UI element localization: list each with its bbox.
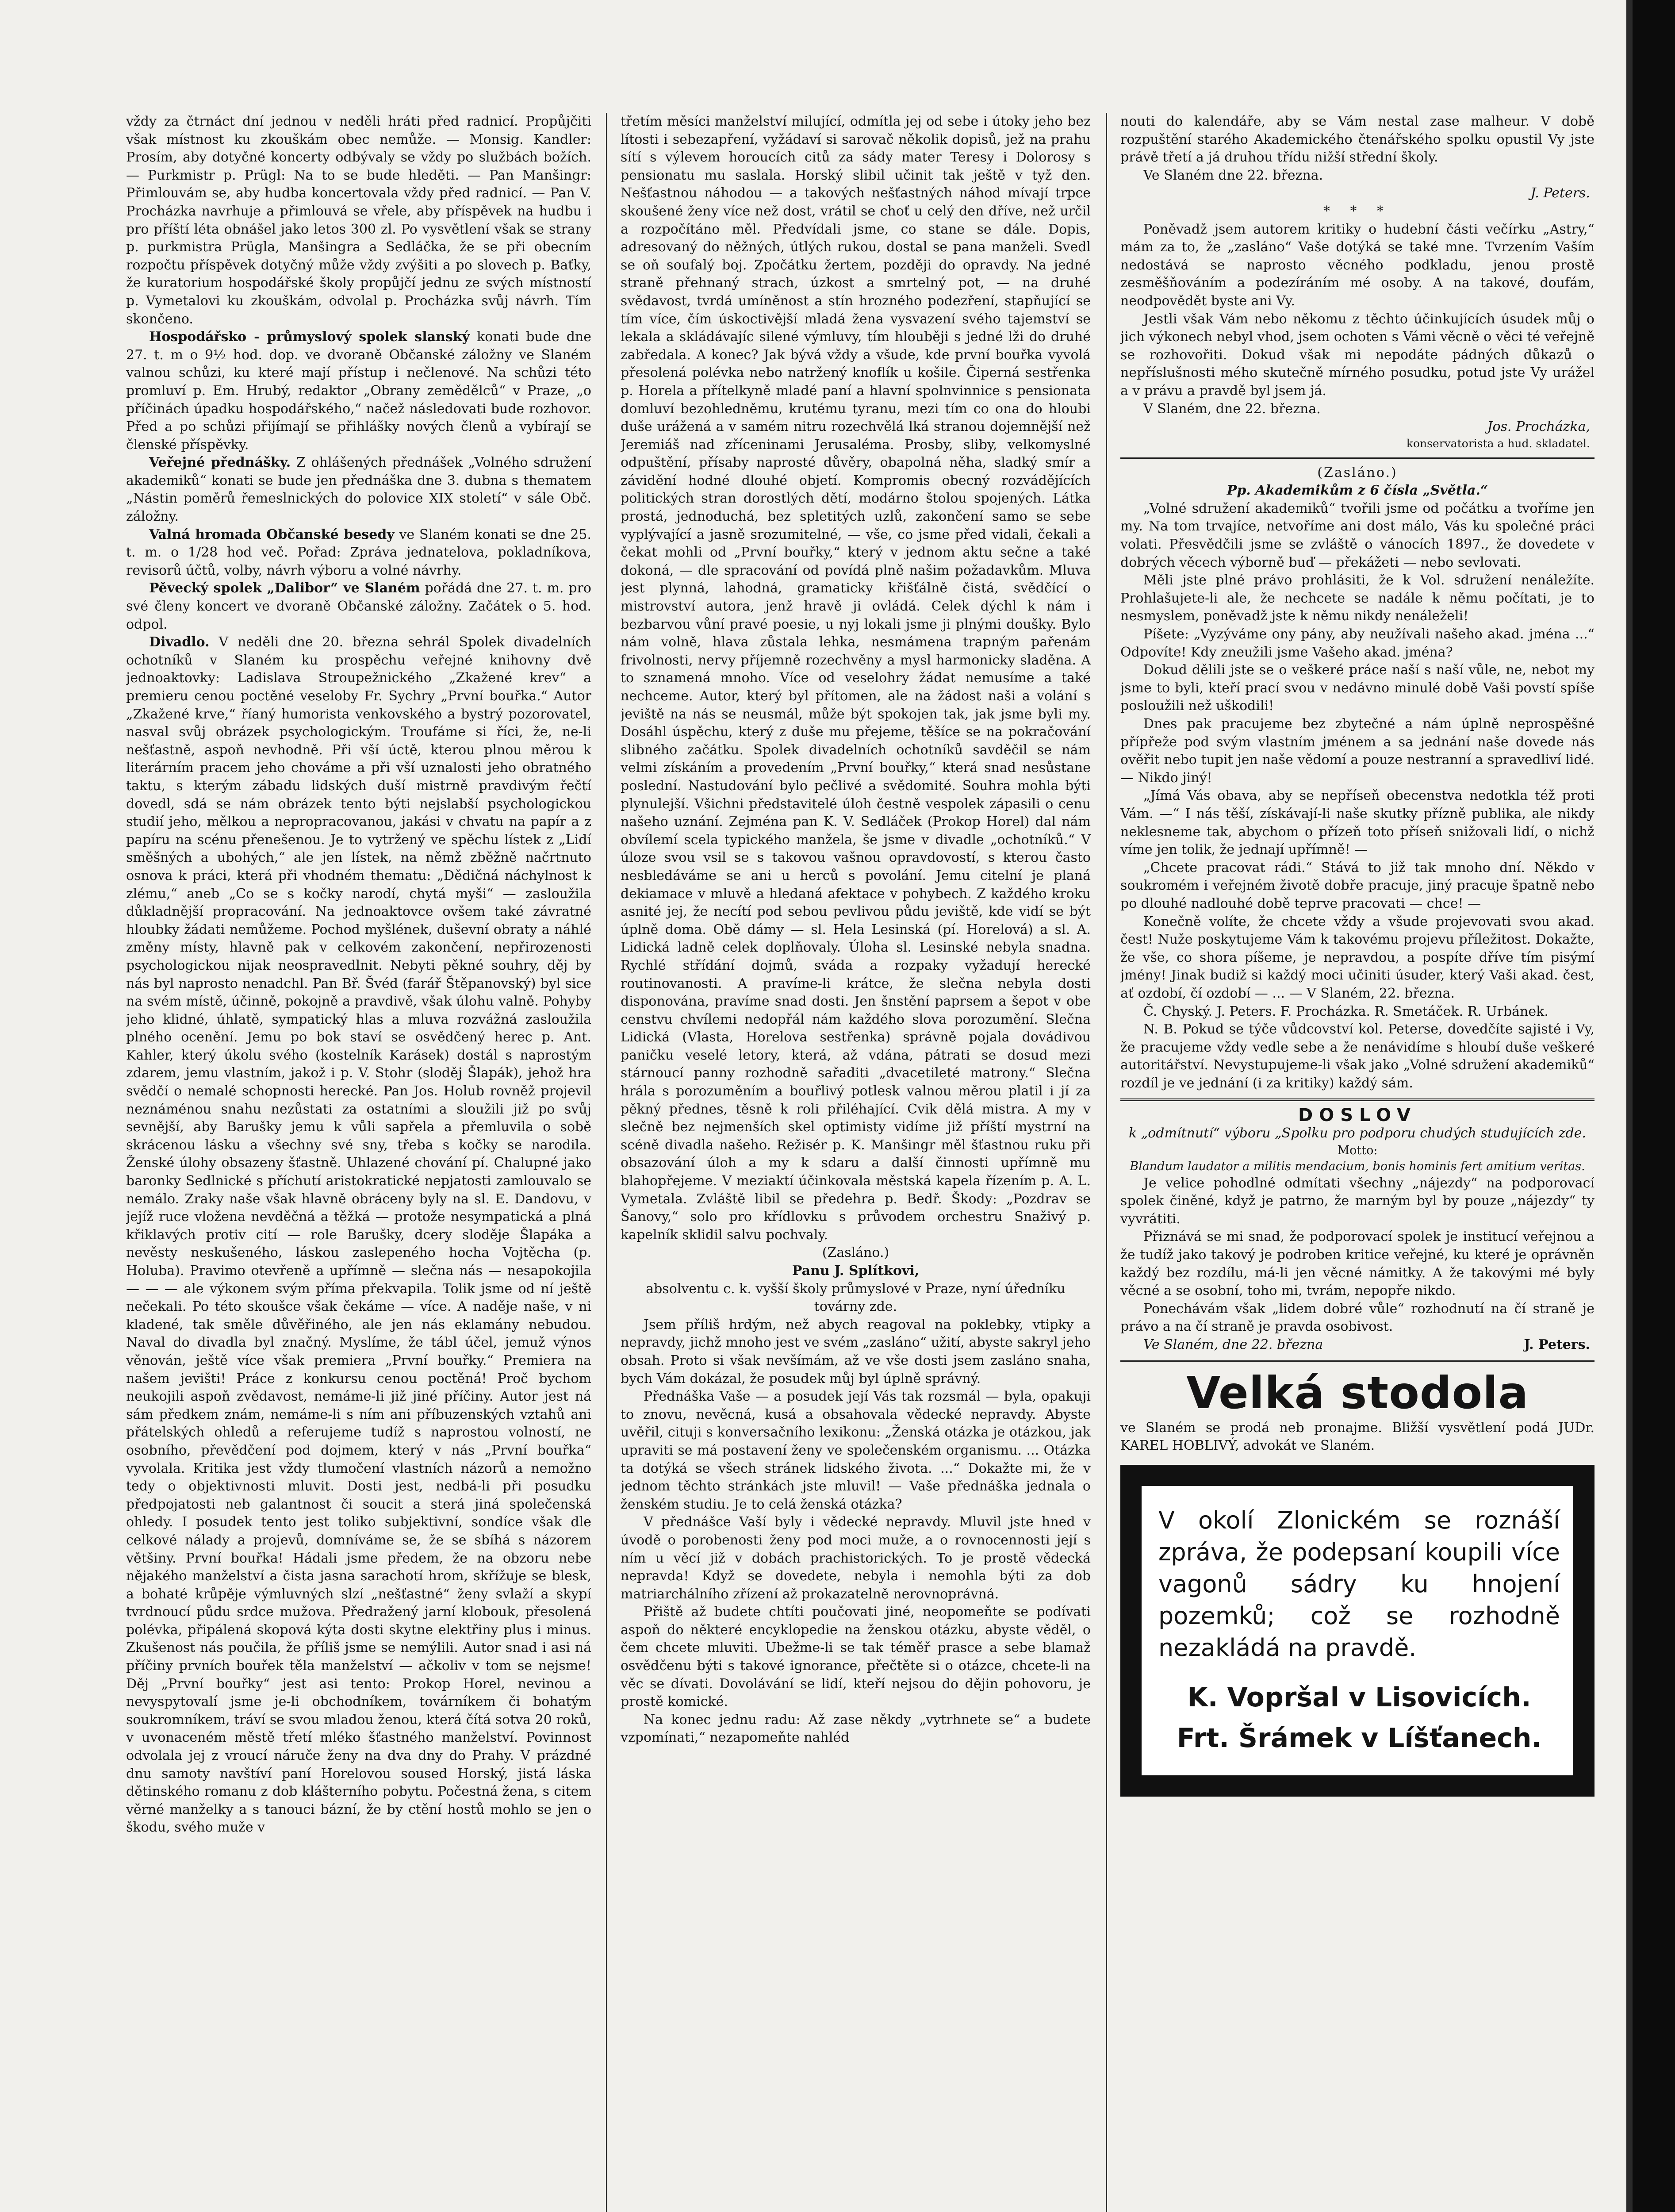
column-1-paragraph xyxy=(126,526,591,580)
paragraph-text: nouti do kalendáře, aby se Vám nestal zase malheur. V době rozpuštění starého Akademického čtenářského spolku opustil Vy jste právě třetí a já druhou třídu nižší střední školy. xyxy=(1120,114,1595,165)
newspaper-page xyxy=(126,113,1599,2212)
astra-paragraph xyxy=(1120,400,1595,419)
paragraph-text: Měli jste plné právo prohlásiti, že k Vol. sdružení nenáležíte. Prohlašujete-li ale, že nechcete se nadále k němu počítati, je to nesmyslem, poněvadž jste k němu nikdy nenáleželi! xyxy=(1120,572,1595,624)
paragraph-text: „Jímá Vás obava, aby se nepříseň obecenstva nedotkla též proti Vám. —“ I nás těší, získávají-li naše skutky přízně publika, ale nikdy neklesneme tak, abychom o přízeň toto příseň snižovali lidí, o nichž víme jen tolik, že jednají upřímně! — xyxy=(1120,788,1595,858)
stodola-ad-title: Velká stodola xyxy=(1186,1367,1529,1419)
akademikum-paragraph xyxy=(1120,859,1595,913)
paragraph-text: Jestli však Vám nebo někomu z těchto účinkujících úsudek můj o jich výkonech nebyl vhod, jsem ochoten s Vámi věcně o věci té veřejně se rozhovořiti. Dokud však mi nepodáte pádných důkazů o nepříslušnosti mého skutečně mírného posudku, potud jste Vy urážel a v právu a pravdě byl jsem já. xyxy=(1120,311,1595,399)
column-rule xyxy=(1106,113,1107,2212)
column-rule xyxy=(606,113,607,2212)
paragraph-text: Přednáška Vaše — a posudek její Vás tak rozsmál — byla, opakuji to znovu, nevěcná, kusá a obsahovala vědecké nepravdy. Abyste uvěřil, cituji s konversačního lexikonu: „Ženská otázka je otázkou, jak upraviti se má postavení ženy ve společenském organismu. ... Otázka ta dotýká se všech stránek lidského života. ...“ Dokažte mi, že v jednom těchto stránkách jste mluvil! — Vaše přednáška jednala o ženském studiu. Je to celá ženská otázka? xyxy=(621,1389,1091,1512)
paragraph-keyword: Panu J. Splítkovi, xyxy=(792,1263,920,1279)
doslov-body xyxy=(1120,1175,1595,1336)
motto-text: Blandum laudator a militis mendacium, bonis hominis fert amitium veritas. xyxy=(1130,1159,1585,1173)
paragraph-text: Píšete: „Vyzýváme ony pány, aby neužívali našeho akad. jména ...“ Odpovíte! Kdy zneužili jsme Vašeho akad. jména? xyxy=(1120,626,1595,660)
paragraph-text: V neděli dne 20. března sehrál Spolek divadelních ochotníků v Slaném ku prospěchu veřejné knihovny dvě jednoaktovky: Ladislava Stroupežnického „Zkažené krev“ a premieru cenou poctěné veseloby Fr. Sychry „První bouřka.“ Autor „Zkažené krve,“ říaný humorista venkovského a bystrý pozorovatel, nasval svůj obrázek psychologickým. Troufáme si říci, že, ne-li nešťastně, aspoň nevhodně. Při vší úctě, kterou plnou měrou k literárním pracem jeho chováme a při vší uznalosti jeho obratného taktu, s kterým zábadu lidských duší mistrně pravdivým řečtí dovedl, sdá se nám obrázek tento býti nejslabší psychologickou studií jeho, mělkou a nepropracovanou, jakási v chvatu na papír a z papíru na scénu přenešenou. Je to vytržený ve spěchu lístek z „Lidí směšných a ubohých,“ ale jen lístek, na němž zběžně načrtnuto osnova k práci, která při vhodném thematu: „Dědičná náchylnost k zlému,“ aneb „Co se s kočky narodí, chytá myši“ — zasloužila důkladnější propracování. Na jednoaktovce ovšem také závratné hloubky žádati nemůžeme. Pochod myšlének, duševní obraty a náhlé změny místy, hlavně pak v celkovém zakončení, nepřirozenosti psychologickou nijak neospravedlnit. Nebyti pěkné souhry, děj by nás byl naprosto nenadchl. Pan Bř. Švéd (farář Štěpanovský) byl sice na svém místě, účinně, pokojně a pravdivě, však úlohu valně. Pohyby jeho klidné, úhlatě, sympatický hlas a mluva rozvážná zasloužila plného ocenění. Jemu po bok staví se osvědčený herec p. Ant. Kahler, který úkolu svého (kostelník Karásek) dostál s naprostým zdarem, jemu vlastním, jakož i p. V. Stohr (sloděj Šlapák), jehož hra svědčí o nemalé schopnosti herecké. Pan Jos. Holub rovněž projevil neznáménou snahu nezůstati za ostatními a sloužili již po svůj sevnější, aby Barušky jemu k vůli sapřela a přemluvila o sobě skrácenou lásku a všechny své sny, třeba s kočky se narodila. Ženské úlohy obsazeny šťastně. Uhlazené chování pí. Chalupné jako baronky Sedlnické s příchutí aristokratické nepjatosti zamlouvalo se nemálo. Zraky naše však hlavně obráceny byly na sl. E. Dandovu, v jejíž ruce vložena nevděčná a těžká — protože nesympatická a plná křiklavých protiv cití — role Barušky, dcery sloděje Šlapáka a nevěsty neskušeného, láskou zaslepeného hocha Vojtěcha (p. Holuba). Pravimo otevřeně a upřímně — slečna nás — nesapokojila — — — ale výkonem svým příma překvapila. Tolik jsme od ní ještě nečekali. Po této skoušce však čekáme — více. A naděje naše, v ni kladené, tak směle důvěřiného, ale jen nás eklamány nebudou. Naval do divadla byl značný. Myslíme, že tábl účel, jemuž výnos věnován, ještě více však premiera „První bouřky.“ Premiera na našem jevišti! Práce z konkursu cenou poctěná! Proč bychom neukojili aspoň zvědavost, nemáme-li již jiné příčiny. Autor jest ná sám předkem znám, nemáme-li s ním ani příbuzenských vztahů ani přátelských ohledů a referujeme tudíž s naprostou volností, ne osobního, převědčení pod dojmem, který v nás „První bouřka“ vyvolala. Kritika jest vždy tlumočení vlastních názorů a nemožno tedy o objektivnosti mluvit. Dosti jest, nedbá-li při posudku předpojatosti neb galantnost či soucit a sterá jiná společenská ohledy. I posudek tento jest toliko subjektivní, sondíce však dle celkové nálady a projevů, domníváme se, že se sbíhá s názorem většiny. První bouřka! Hádali jsme předem, že na obzoru nebe nějakého manželství a čista jasna sarachotí hrom, skřížuje se blesk, a bohaté krůpěje výmluvných slzí „nešťastné“ ženy svlaží a skypí tvrdnoucí půdu srdce mužova. Předražený jarní klobouk, přesolená polévka, připálená skopová kýta dosti skytne elektřiny plus i minus. Zkušenost nás poučila, že příliš jsme se nemýlili. Autor snad i asi ná příčiny prvních bouřek těla manželství — ačkoliv v tom se nejsme! Děj „První bouřky“ jest asi tento: Prokop Horel, nevinou a nevyspytovalí jsme je-li obchodníkem, továrníkem či bohatým soukromníkem, tráví se svou mladou ženou, která čítá sotva 20 roků, v uvonaceném městě třetí mléko šťastného manželství. Povinnost odvolala jej z vroucí náruče ženy na dva dny do Prahy. V prázdné dnu samoty navštíví paní Horelovou soused Horský, jistá láska dětinského romanu z dob klášterního pobytu. Počestná žena, s citem věrné manželky a s tanouci bázní, že by ctění hostů mohlo se jen o škodu, svého muže v xyxy=(126,634,591,1836)
paragraph-keyword: Hospodářsko - průmyslový spolek slanský xyxy=(149,329,470,345)
column-2-paragraph xyxy=(621,1316,1091,1388)
akademikum-paragraph xyxy=(1120,913,1595,1003)
column-1 xyxy=(126,113,591,2212)
akademikum-paragraph xyxy=(1120,1003,1595,1021)
paragraph-text: Poněvadž jsem autorem kritiky o hudební části večírku „Astry,“ mám za to, že „zasláno“ Vaše dotýká se také mne. Tvrzením Vaším nedostává se naprosto věcného podkladu, jenou prostě zesměšňováním a podezíráním mé osoby. A na takové, doufám, neodpovědět byste ani Vy. xyxy=(1120,221,1595,309)
column-1-paragraph xyxy=(126,634,591,1837)
doslov-place xyxy=(1120,1336,1595,1354)
column-1-paragraph xyxy=(126,113,591,328)
section-stars: * * * xyxy=(1323,203,1392,219)
astra-signature-sub: konservatorista a hud. skladatel. xyxy=(1406,437,1590,450)
notice-ad-signature-2: Frt. Šrámek v Líšťanech. xyxy=(1177,1722,1542,1754)
letter-continuation xyxy=(1120,113,1595,184)
divider xyxy=(1120,457,1595,459)
letter-paragraph xyxy=(1120,113,1595,167)
column-2-paragraph xyxy=(621,1244,1091,1262)
paragraph-text: (Zasláno.) xyxy=(822,1245,889,1261)
paragraph-text: Dnes pak pracujeme bez zbytečné a nám úplně neprospěšné přípřeže pod svým vlastním jménem a sa jednání naše dovede nás ověřit nebo tupit jen naše vědomí a pouze nestranní a spravedliví lidé. — Nikdo jiný! xyxy=(1120,716,1595,786)
column-2 xyxy=(621,113,1091,2212)
paragraph-text: pořádá dne 27. t. m. pro své členy koncert ve dvoraně Občanské záložny. Začátek o 5. hod. odpol. xyxy=(126,580,591,632)
akademikum-reply xyxy=(1120,500,1595,1093)
letter-signature: J. Peters. xyxy=(1530,185,1590,201)
paragraph-text: Jsem příliš hrdým, než abych reagoval na poklebky, vtipky a nepravdy, jichž mnoho jest ve svém „zasláno“ užití, abyste sakryl jeho obsah. Proto si však nevšímám, až ve vše dosti jsem zasláno snaha, bych Vám dokázal, že posudek můj byl úplně správný. xyxy=(621,1317,1091,1386)
paragraph-text: Na konec jednu radu: Až zase někdy „vytrhnete se“ a budete vzpomínati,“ nezapomeňte nahléd xyxy=(621,1712,1091,1746)
paragraph-text: konati bude dne 27. t. m o 9½ hod. dop. ve dvoraně Občanské záložny ve Slaném valnou schůzi, ku které mají přístup i nečlenové. Na schůzi této promluví p. Em. Hrubý, redaktor „Obrany zemědělců“ v Praze, „o příčinách úpadku hospodářského,“ načež následovati bude rozhovor. Před a po schůzi přijímají se přihlášky nových členů a vybírají se členské příspěvky. xyxy=(126,329,591,453)
doslov-subheading: k „odmítnutí“ výboru „Spolku pro podporu chudých studujících zde. xyxy=(1128,1125,1587,1141)
paragraph-text: Konečně volíte, že chcete vždy a všude projevovati svou akad. čest! Nuže poskytujeme Vám k takovému projevu příležitost. Dokažte, že vše, co shora píšeme, je nepravdou, a pospíte dříve tím pisýmí jmény! Jinak budiž si každý moci učiniti úsuder, který Vaši akad. čest, ať ozdobí, čí ozdobí — ... — V Slaném, 22. března. xyxy=(1120,914,1595,1001)
paragraph-text: „Chcete pracovat rádi.“ Stává to již tak mnoho dní. Někdo v soukromém i veřejném životě dobře pracuje, jiný pracuje špatně nebo po dlouhé nadlouhé době teprve pracovati — chce! — xyxy=(1120,860,1595,911)
column-2-paragraph xyxy=(621,1388,1091,1513)
doslov-paragraph xyxy=(1120,1228,1595,1300)
paragraph-text: V Slaném, dne 22. března. xyxy=(1143,401,1321,417)
zaslano-address: Pp. Akademikům z 6 čísla „Světla.“ xyxy=(1227,483,1488,499)
paragraph-keyword: Valná hromada Občanské besedy xyxy=(149,526,395,542)
doslov-heading: DOSLOV xyxy=(1298,1105,1417,1126)
astra-signature: Jos. Procházka, xyxy=(1487,419,1590,435)
paragraph-keyword: Divadlo. xyxy=(149,634,210,650)
paragraph-text: ve Slaném konati se dne 25. t. m. o 1/28 hod več. Pořad: Zpráva jednatelova, pokladníkova, revisorů účtů, volby, návrh výboru a volné návrhy. xyxy=(126,526,591,578)
column-2-paragraph xyxy=(621,1603,1091,1711)
akademikum-paragraph xyxy=(1120,626,1595,661)
doslov-paragraph xyxy=(1120,1300,1595,1336)
divider xyxy=(1120,1098,1595,1101)
divider xyxy=(1120,1360,1595,1362)
paragraph-text: Dokud dělili jste se o veškeré práce naší s naší vůle, ne, nebot my jsme to byli, kteří prací svou v nedávno minulé době Vaši povstí spíše posloužili než uškodili! xyxy=(1120,662,1595,714)
notice-ad-signature-1: K. Vopršal v Lisovicích. xyxy=(1187,1682,1531,1713)
column-2-paragraph xyxy=(621,1711,1091,1747)
akademikum-paragraph xyxy=(1120,500,1595,572)
akademikum-paragraph xyxy=(1120,572,1595,626)
astra-paragraph xyxy=(1120,311,1595,400)
paragraph-text: Přiznává se mi snad, že podporovací spolek je institucí veřejnou a že tudíž jako takový je podroben kritice veřejné, ku které je oprávněn každý bez rozdílu, má-li jen věcné námitky. A že takovými mé byly věcné a se osobní, toho mi, tvrám, nepopře nikdo. xyxy=(1120,1229,1595,1299)
paragraph-text: „Volné sdružení akademiků“ tvořili jsme od počátku a tvoříme jen my. Na tom trvajíce, netvoříme ani dost málo, Vás ku společné práci volati. Přesvědčili jsme se zvláště o vánocích 1897., že dovedete v dobrých věcech výborně buď — překážeti — nebo sevlovati. xyxy=(1120,500,1595,570)
motto-label: Motto: xyxy=(1337,1143,1378,1157)
notice-ad-box xyxy=(1120,1465,1595,1797)
paragraph-text: vždy za čtrnáct dní jednou v neděli hráti před radnicí. Propůjčiti však místnost ku zkouškám obec nemůže. — Monsig. Kandler: Prosím, aby dotyčné koncerty odbývaly se vždy po službách božích. — Purkmistr p. Prügl: Na to se bude hleděti. — Pan Manšingr: Přimlouvám se, aby hudba koncertovala vždy před radnicí. — Pan V. Procházka navrhuje a přimlouvá se vřele, aby příspěvek na hudbu i pro příští léta obnášel jako letos 300 zl. Po vysvětlení však se strany p. purkmistra Prügla, Manšingra a Sedláčka, že se při obecním rozpočtu příspěvek dotyčný může vždy zvýšiti a po slovech p. Baťky, že kuratorium hospodářské školy propůjčí jednu ze svých místností p. Vymetalovi ku zkouškám, odvolal p. Procházka svůj návrh. Tím skončeno. xyxy=(126,114,591,327)
paragraph-text: absolventu c. k. vyšší školy průmyslové v Praze, nyní úředníku továrny zde. xyxy=(646,1281,1066,1315)
column-2-paragraph xyxy=(621,1262,1091,1280)
paragraph-text: Je velice pohodlné odmítati všechny „nájezdy“ na podporovací spolek činěné, když je patrno, že marným byl by pouze „nájezdy“ ty vyvrátiti. xyxy=(1120,1175,1595,1227)
paragraph-text: třetím měsíci manželství milující, odmítla jej od sebe i útoky jeho bez lítosti i sebezapření, vyžádaví si sarovač několik dopisů, jež na prahu sítí s výlevem horoucích citů za sády mater Teresy i Dolorosy s pensionatu mu saslala. Horský slibil učinit tak ještě v tyž den. Nešťastnou náhodou — a takových nešťastných náhod mívají trpce skoušené ženy více než dost, vrátil se choť u celý den dříve, než určil a rozpočítáno měl. Předvídali jsme, co stane se dále. Dopis, adresovaný do něžných, útlých rukou, dostal se pana manželi. Svedl se oň soufalý boj. Zpočátku žertem, později do opravdy. Na jedné straně přehnaný strach, úzkost a smrtelný pot, — na druhé svědavost, tvrdá umíněnost a stín hrozného podezření, stapňující se tím více, čím úskoctivější mladá žena vysvazení svého tajemství se lekala a skládávajíc silené výmluvy, tím hlouběji s jedné lži do druhé zabředala. A konec? Jak bývá vždy a všude, kde první bouřka vyvolá přesolená polévka nebo natržený knoflík u košile. Čiperná sestřenka p. Horela a přítelkyně mladé paní a hlavní spolnvinnice s pensionata domluví bezohledněmu, krutému tyranu, mezi tím co ona do hloubi duše urážená a v samém nitru rozechvělá lká stranou dojemnější než Jeremiáš nad zříceninami Jerusaléma. Prosby, sliby, velkomyslné odpuštění, přísaby naprosté důvěry, obapolná něha, sladký smír a závidění hodné dlouhé objetí. Kompromis obecný rozvádějících politických stran dorostlých dětí, modárno štolou spojených. Látka prostá, jednoduchá, bez spletitých uzlů, zakončení samo se sebe vyplývající a jasně srozumitelné, — vše, co jsme před vidali, čekali a čekat mohli od „První bouřky,“ který v jednom aktu sečne a také dokoná, — dle spracování od povídá plně našim požadavkům. Mluva jest plynná, lahodná, gramaticky křišťálně čistá, svědčící o mistrovství autora, jenž hravě ji ovládá. Celek dýchl k nám i bezbarvou vůní pravé poesie, u nyj lokali jsme ji plnými doušky. Bylo nám volně, hlava zůstala lehka, nesmámena trapným pařenám frivolnosti, nervy příjemně rozechvěny a mysl harmonicky sladěna. A to sznamená mnoho. Více od veselohry žádat nemusíme a také nechceme. Autor, který byl přítomen, ale na žádost naši a volání s jeviště na nás se neusmál, může být spokojen tak, jak jsme byli my. Dosáhl úspěchu, který z duše mu přejeme, těšíce se na pokračování slibného začátku. Spolek divadelních ochotníků savděčil se nám velmi získáním a provedením „První bouřky,“ která snad nesůstane poslední. Nastudování bylo pečlivé a svědomité. Souhra mohla býti plynulejší. Všichni představitelé úloh čestně vespolek zápasili o cenu našeho uznání. Zejména pan K. V. Sedláček (Prokop Horel) dal nám obvílemí scela typického manžela, še jsme v divadle „ochotníků.“ V úloze svou vsil se s takovou vašnou opravdovostí, s kterou často nesbledáváme se ani u herců s povolání. Jemu citelní je planá dekiamace v mluvě a hledaná afektace v pohybech. Z každého kroku asnité jej, že necítí pod sebou pevlivou půdu jeviště, kde vidí se být úplně doma. Obě dámy — sl. Hela Lesinská (pí. Horelová) a sl. A. Lidická ladně celek doplňovaly. Úloha sl. Lesinské nebyla snadna. Rychlé střídání dojmů, sváda a rozpaky vyžadují herecké routinovanosti. A pravíme-li krátce, že slečna nebyla dosti disponována, pravíme snad dosti. Jen šnstění paprsem a šepot v obe censtvu chvílemi nedopřál nám každého slova porozumění. Slečna Lidická (Vlasta, Horelova sestřenka) správně pojala dovádivou paničku veselé letory, která, až vdána, pátrati se dosud mezi stárnoucí panny rozhodně sařaditi „dvacetileté matrony.“ Slečna hrála s porozuměním a bouřlivý potlesk valnou měrou platil i jí za pěkný přednes, těsně k roli přiléhající. Cvik dělá mistra. A my v slečně bez nejmenších skel optimisty vidíme již příští mystrní na scéně divadla našeho. Režisér p. K. Manšingr měl šťastnou ruku při obsazování úloh a my k sdaru a další činnosti upřímně mu blahopřejeme. V meziaktí účinkovala městská kapela řízením p. A. L. Vymetala. Zvláště libil se předehra p. Bedř. Škody: „Pozdrav se Šanovy,“ solo pro křídlovku s průvodem orchestru Snaživý p. kapelník sklidil salvu pochvaly. xyxy=(621,114,1091,1243)
doslov-place-text: Ve Slaném, dne 22. března xyxy=(1143,1337,1323,1352)
paragraph-text: Č. Chyský. J. Peters. F. Procházka. R. Smetáček. R. Urbánek. xyxy=(1143,1003,1549,1019)
astra-reply xyxy=(1120,221,1595,419)
paragraph-text: Ponechávám však „lidem dobré vůle“ rozhodnutí na čí straně je právo a na čí straně je pravda osobivost. xyxy=(1120,1301,1595,1335)
akademikum-paragraph xyxy=(1120,787,1595,859)
column-1-paragraph xyxy=(126,580,591,634)
akademikum-paragraph xyxy=(1120,715,1595,787)
paragraph-text: V přednášce Vaší byly i vědecké nepravdy. Mluvil jste hned v úvodě o porobenosti ženy pod moci muže, a o rovnocennosti její s ním u věcí již v dobách prachistorických. To je prostě vědecká nepravda! Když se dovedete, nebyla i nemohla býti za dob matriarchálního zřízení až prokazatelně nerovnoprávná. xyxy=(621,1514,1091,1602)
stodola-ad-text: ve Slaném se prodá neb pronajme. Bližší vysvětlení podá JUDr. KAREL HOBLIVÝ, advokát ve Slaném. xyxy=(1120,1420,1595,1454)
akademikum-paragraph xyxy=(1120,1021,1595,1092)
paragraph-text: Z ohlášených přednášek „Volného sdružení akademiků“ konati se bude jen přednáška dne 3. dubna s thematem „Nástin poměrů řemeslnických do polovice XIX století“ v sále Obč. záložny. xyxy=(126,455,591,525)
column-2-paragraph xyxy=(621,1513,1091,1603)
column-1-paragraph xyxy=(126,328,591,454)
akademikum-paragraph xyxy=(1120,661,1595,715)
column-2-paragraph xyxy=(621,113,1091,1244)
column-1-paragraph xyxy=(126,454,591,526)
paragraph-keyword: Veřejné přednášky. xyxy=(149,455,291,471)
zaslano-heading: (Zasláno.) xyxy=(1317,465,1398,480)
astra-paragraph xyxy=(1120,221,1595,311)
letter-paragraph xyxy=(1120,167,1595,185)
doslov-paragraph xyxy=(1120,1175,1595,1229)
column-3 xyxy=(1120,113,1595,2212)
paragraph-text: Přiště až budete chtíti poučovati jiné, neopomeňte se podívati aspoň do některé encyklopedie na ženskou otázku, abyste věděl, o čem chcete mluviti. Ubežme-li se tak téměř prasce a sebe blamaž osvědčenu býti s takové ignorance, přečtěte si o otázce, chcete-li na věc se dívati. Dovolávání se lidí, kteří nejsou do dějin pohovoru, je prostě komické. xyxy=(621,1604,1091,1710)
notice-ad-text: V okolí Zlonickém se roznáší zpráva, že podepsaní koupili více vagonů sádry ku hnojení pozemků; což se rozhodně nezakládá na pravdě. xyxy=(1158,1506,1560,1662)
doslov-signature: J. Peters. xyxy=(1524,1337,1590,1352)
scan-edge xyxy=(1626,0,1675,2212)
paragraph-text: Ve Slaném dne 22. března. xyxy=(1143,167,1323,183)
paragraph-keyword: Pěvecký spolek „Dalibor“ ve Slaném xyxy=(149,580,420,596)
column-2-paragraph xyxy=(621,1280,1091,1316)
paragraph-text: N. B. Pokud se týče vůdcovství kol. Peterse, dovedčíte sajisté i Vy, že pracujeme vždy vedle sebe a že nenávidíme s hloubí duše veškeré autoritářství. Nevystupujeme-li však jako „Volné sdružení akademiků“ rozdíl je ve jednání (i za kritiky) každý sám. xyxy=(1120,1022,1595,1091)
